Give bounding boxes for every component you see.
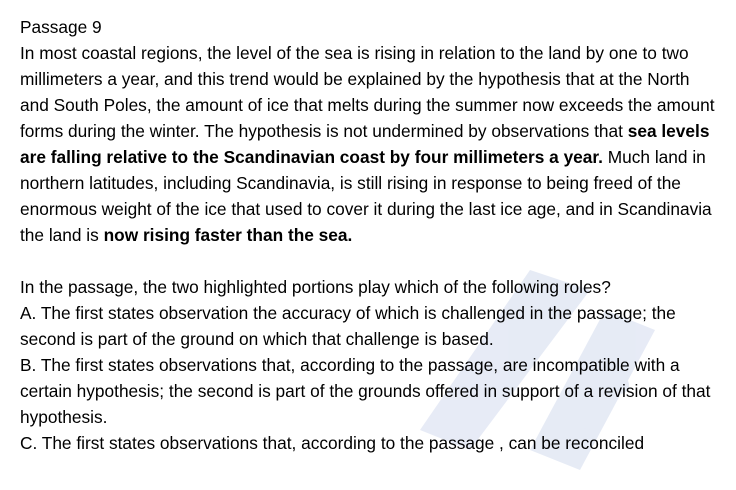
question-prompt: In the passage, the two highlighted portions play which of the following roles? <box>20 277 611 297</box>
paragraph-spacer <box>20 248 720 274</box>
answer-option-c[interactable]: C. The first states observations that, according to the passage , can be reconciled <box>20 433 645 453</box>
highlighted-portion-2: now rising faster than the sea. <box>103 225 353 245</box>
answer-option-a[interactable]: A. The first states observation the accuracy of which is challenged in the passage; the second is part of the ground on which that challenge is based. <box>20 303 676 349</box>
highlighted-portion-1: sea levels are falling relative to the Scandinavian coast by four millimeters a year. <box>20 121 710 167</box>
answer-option-b[interactable]: B. The first states observations that, according to the passage, are incompatible with a certain hypothesis; the second is part of the grounds offered in support of a revision of that hypothesis. <box>20 355 711 427</box>
passage-segment-1: In most coastal regions, the level of the sea is rising in relation to the land by one to two millimeters a year, and this trend would be explained by the hypothesis that at the North and South Poles, the amount of ice that melts during the summer now exceeds the amount forms during the winter. The hypothesis is not undermined by observations that <box>20 43 715 141</box>
passage-title: Passage 9 <box>20 17 102 37</box>
passage-segment-2: Much land in northern latitudes, including Scandinavia, is still rising in response to being freed of the enormous weight of the ice that used to cover it during the last ice age, and in Scandinavia the land is <box>20 147 712 245</box>
document-body <box>20 14 720 456</box>
passage-text <box>20 40 720 248</box>
